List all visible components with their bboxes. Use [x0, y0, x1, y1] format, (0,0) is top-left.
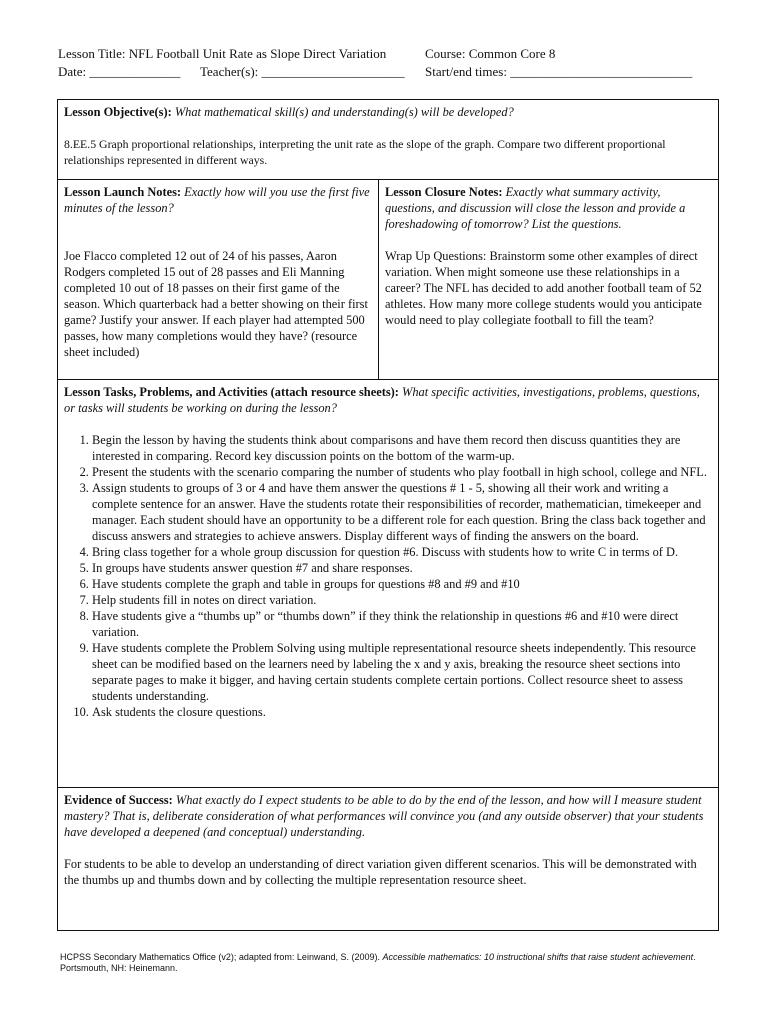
times-label: Start/end times:: [425, 64, 507, 79]
closure-text: Wrap Up Questions: Brainstorm some other examples of direct variation. When might someone use these relationships in a career? The NFL has decided to add another football team of 52 athletes. How many more college students would you anticipate would need to play collegiate football to fill the team?: [385, 249, 702, 327]
task-item-8: 8. Have students give a “thumbs up” or “thumbs down” if they think the relationship in questions #6 and #10 were direct variation.: [92, 608, 712, 640]
date-field: [58, 64, 180, 80]
teacher-blank: ______________________: [261, 64, 405, 79]
times-field: [425, 64, 692, 80]
launch-text: Joe Flacco completed 12 out of 24 of his passes, Aaron Rodgers completed 15 out of 28 passes and Eli Manning completed 10 out of 18 passes on their first game of the season. Which quarterback had a better showing on their first game? Justify your answer. If each player had attempted 500 passes, how many completions would they have? (resource sheet included): [64, 249, 368, 359]
task-item-5: 5. In groups have students answer question #7 and share responses.: [92, 560, 712, 576]
task-item-1: 1. Begin the lesson by having the students think about comparisons and have them record then discuss quantities they are interested in comparing. Record key discussion points on the bottom of the warm-up.: [92, 432, 712, 464]
task-item-10: 10. Ask students the closure questions.: [92, 704, 712, 720]
objective-label: Lesson Objective(s):: [64, 105, 172, 119]
launch-label: Lesson Launch Notes:: [64, 185, 182, 199]
tasks-label: Lesson Tasks, Problems, and Activities (attach resource sheets):: [64, 385, 399, 399]
objective-prompt: What mathematical skill(s) and understanding(s) will be developed?: [174, 105, 514, 119]
teacher-label: Teacher(s):: [200, 64, 259, 79]
launch-prompt: Exactly how will you use the first five minutes of the lesson?: [64, 185, 370, 215]
lesson-title: Lesson Title: NFL Football Unit Rate as Slope Direct Variation: [58, 46, 387, 61]
footer-text: HCPSS Secondary Mathematics Office (v2); adapted from: Leinwand, S. (2009).: [60, 952, 380, 962]
evidence-label: Evidence of Success:: [64, 793, 173, 807]
lesson-plan-table: [57, 99, 719, 931]
launch-closure-section: [58, 180, 718, 380]
objective-text: 8.EE.5 Graph proportional relationships, interpreting the unit rate as the slope of the graph. Compare two different proportional relationships represented in different ways.: [64, 137, 666, 167]
evidence-section: [58, 788, 718, 930]
task-item-4: 4. Bring class together for a whole group discussion for question #6. Discuss with students how to write C in terms of D.: [92, 544, 712, 560]
times-blank: ____________________________: [510, 64, 693, 79]
task-item-3: 3. Assign students to groups of 3 or 4 and have them answer the questions # 1 - 5, showing all their work and writing a complete sentence for an answer. Have the students rotate their responsibilities of recorder, mathematician, timekeeper and manager. Each student should have an opportunity to be a different role for each question. Bring the class back together and discuss answers and strategies to achieve answers. Display different ways of finding the answers on the board.: [92, 480, 712, 544]
closure-prompt: Exactly what summary activity, questions, and discussion will close the lesson and provide a foreshadowing of tomorrow? List the questions.: [385, 185, 686, 231]
task-item-6: 6. Have students complete the graph and table in groups for questions #8 and #9 and #10: [92, 576, 712, 592]
date-blank: ______________: [89, 64, 181, 79]
tasks-section: [58, 380, 718, 788]
date-label: Date:: [58, 64, 87, 79]
task-item-9: 9. Have students complete the Problem Solving using multiple representational resource sheets independently. This resource sheet can be modified based on the learners need by labeling the x and y axis, breaking the resource sheet sections into separate pages to make it bigger, and having certain students complete certain portions. Collect resource sheet to assess students understanding.: [92, 640, 712, 704]
tasks-list: [64, 432, 712, 720]
task-item-2: 2. Present the students with the scenario comparing the number of students who play football in high school, college and NFL.: [92, 464, 712, 480]
tasks-prompt: What specific activities, investigations, problems, questions, or tasks will students be working on during the lesson?: [64, 385, 700, 415]
launch-cell: [58, 180, 379, 379]
footer-citation: [60, 952, 700, 974]
closure-cell: [379, 180, 718, 379]
evidence-text: For students to be able to develop an understanding of direct variation given different scenarios. This will be demonstrated with the thumbs up and thumbs down and by collecting the multiple representation resource sheet.: [64, 857, 697, 887]
closure-label: Lesson Closure Notes:: [385, 185, 503, 199]
task-item-7: 7. Help students fill in notes on direct variation.: [92, 592, 712, 608]
teacher-field: [200, 64, 405, 80]
objective-section: [58, 100, 718, 180]
footer-title: Accessible mathematics: 10 instructional shifts that raise student achievement: [382, 952, 694, 962]
evidence-prompt: What exactly do I expect students to be able to do by the end of the lesson, and how will I measure student mastery? That is, deliberate consideration of what performances will convince you (and any outside observer) that your students have developed a deepened (and conceptual) understanding.: [64, 793, 704, 839]
course: Course: Common Core 8: [425, 46, 556, 61]
footer-tail: . Portsmouth, NH: Heinemann.: [60, 952, 696, 973]
